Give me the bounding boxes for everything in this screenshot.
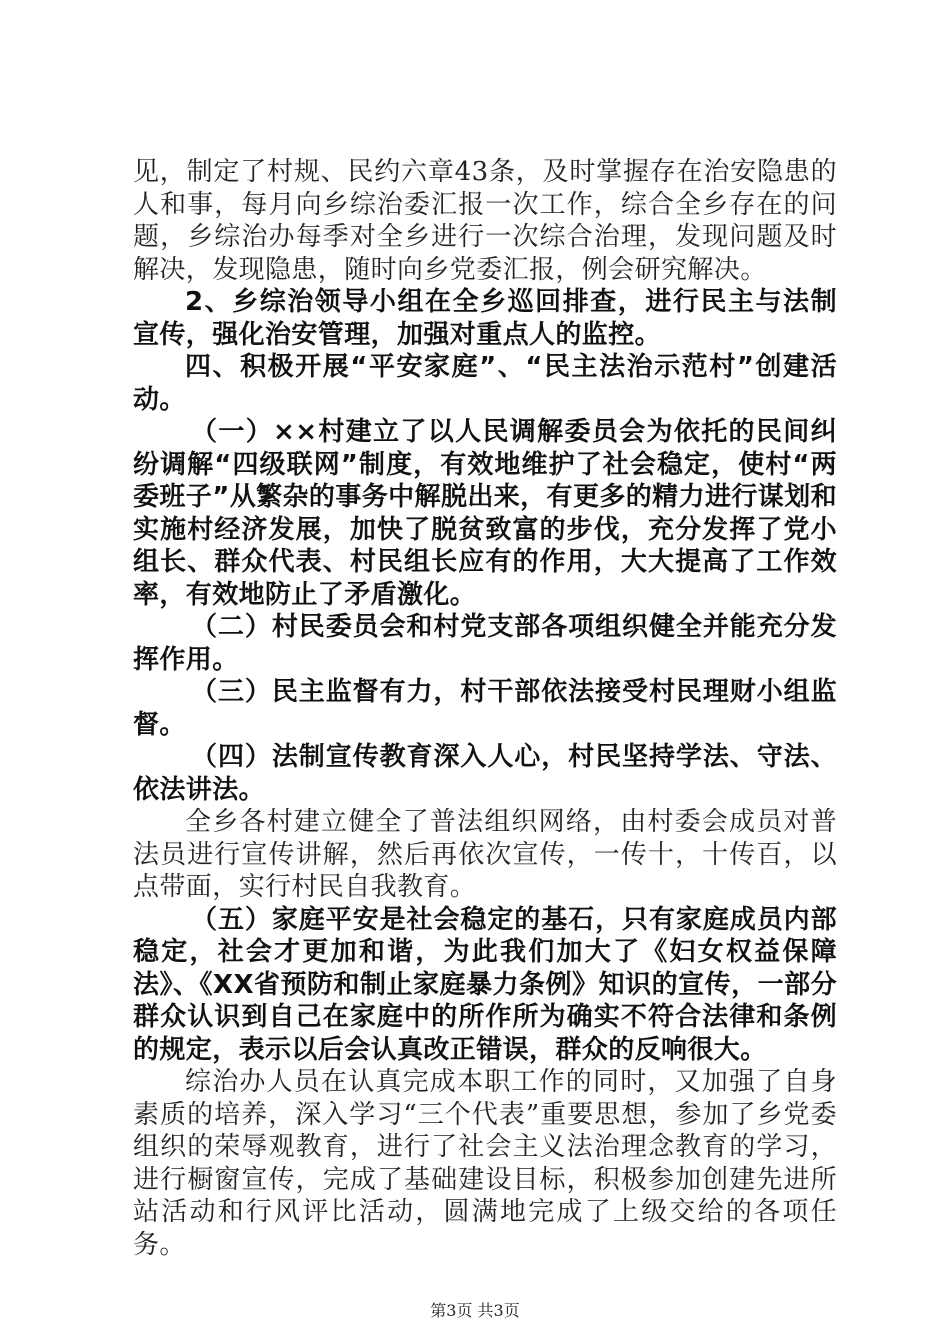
document-body	[133, 156, 837, 1261]
paragraph-staff-summary: 综治办人员在认真完成本职工作的同时，又加强了自身素质的培养，深入学习“三个代表”重要思想，参加了乡党委组织的荣辱观教育，进行了社会主义法治理念教育的学习，进行橱窗宣传，完成了基础建设目标，积极参加创建先进所站活动和行风评比活动，圆满地完成了上级交给的各项任务。	[133, 1067, 837, 1260]
paragraph-sub-one: （一）××村建立了以人民调解委员会为依托的民间纠纷调解“四级联网”制度，有效地维护了社会稳定，使村“两委班子”从繁杂的事务中解脱出来，有更多的精力进行谋划和实施村经济发展，加快了脱贫致富的步伐，充分发挥了党小组长、群众代表、村民组长应有的作用，大大提高了工作效率，有效地防止了矛盾激化。	[133, 417, 837, 610]
paragraph-legal-network: 全乡各村建立健全了普法组织网络，由村委会成员对普法员进行宣传讲解，然后再依次宣传，一传十，十传百，以点带面，实行村民自我教育。	[133, 807, 837, 902]
paragraph-continuation: 见，制定了村规、民约六章43条，及时掌握存在治安隐患的人和事，每月向乡综治委汇报一次工作，综合全乡存在的问题，乡综治办每季对全乡进行一次综合治理，发现问题及时解决，发现隐患，随时向乡党委汇报，例会研究解决。	[133, 157, 837, 285]
paragraph-sub-three: （三）民主监督有力，村干部依法接受村民理财小组监督。	[133, 677, 837, 740]
paragraph-sub-five: （五）家庭平安是社会稳定的基石，只有家庭成员内部稳定，社会才更加和谐，为此我们加大了《妇女权益保障法》、《XX省预防和制止家庭暴力条例》知识的宣传，一部分群众认识到自己在家庭中的所作所为确实不符合法律和条例的规定，表示以后会认真改正错误，群众的反响很大。	[133, 904, 837, 1065]
paragraph-item-2: 2、乡综治领导小组在全乡巡回排查，进行民主与法制宣传，强化治安管理，加强对重点人的监控。	[133, 287, 837, 350]
page-footer: 第3页 共3页	[430, 1301, 520, 1320]
paragraph-sub-two: （二）村民委员会和村党支部各项组织健全并能充分发挥作用。	[133, 612, 837, 675]
section-heading-four: 四、积极开展“平安家庭”、“民主法治示范村”创建活动。	[133, 352, 837, 415]
paragraph-sub-four: （四）法制宣传教育深入人心，村民坚持学法、守法、依法讲法。	[133, 742, 837, 805]
